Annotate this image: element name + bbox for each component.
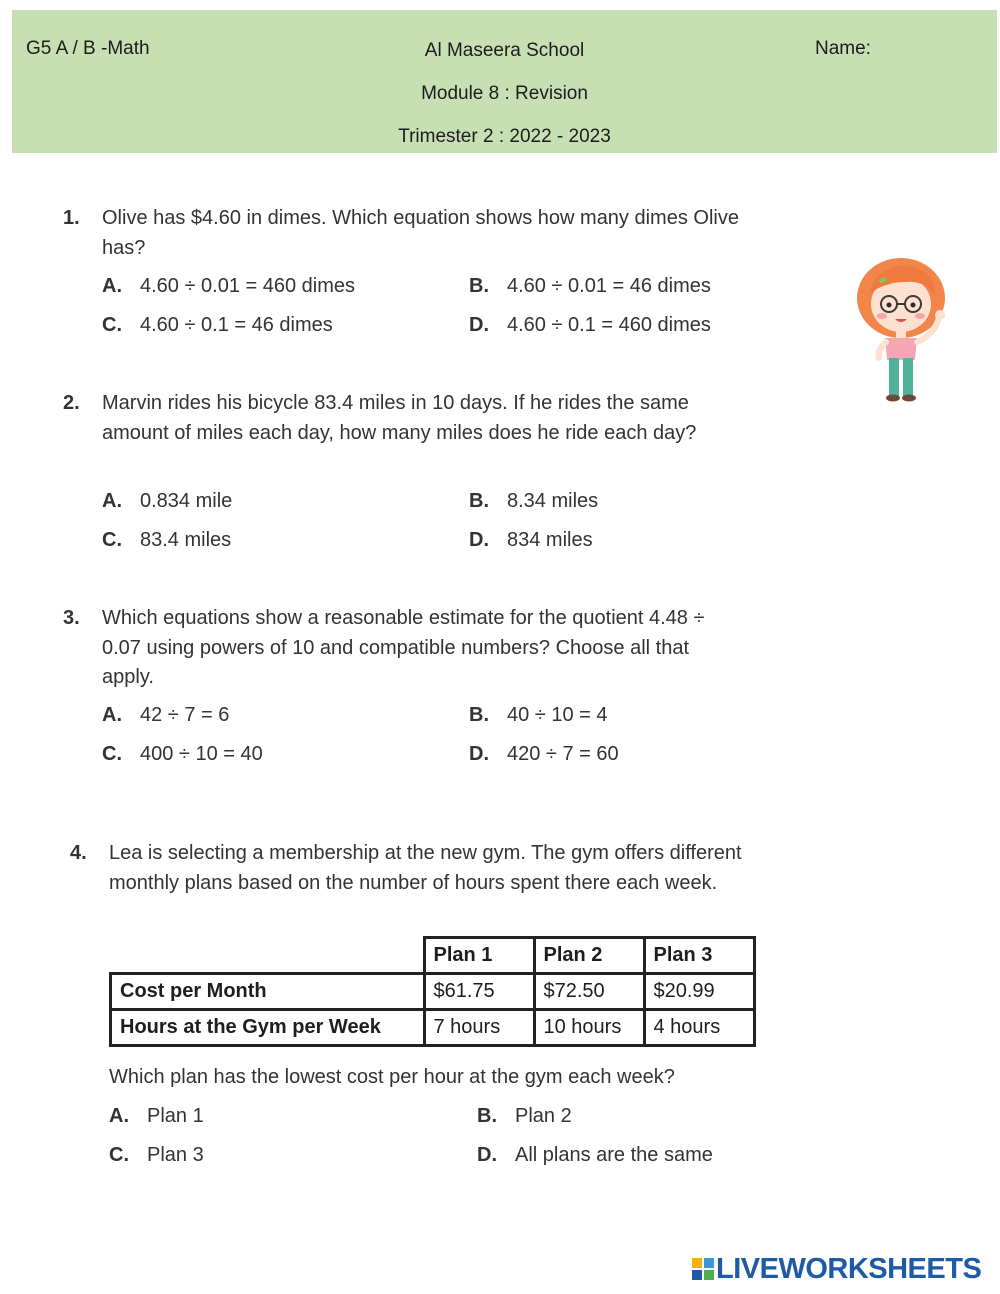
question-number: 2. bbox=[63, 392, 80, 414]
table-cell: 7 hours bbox=[424, 1010, 534, 1046]
question-1-option-c[interactable] bbox=[102, 314, 333, 337]
option-letter: B. bbox=[469, 704, 489, 726]
module-title: Module 8 : Revision bbox=[421, 83, 588, 104]
option-text: 4.60 ÷ 0.1 = 46 dimes bbox=[140, 314, 333, 336]
liveworksheets-logo-icon bbox=[692, 1258, 714, 1280]
question-1-option-d[interactable] bbox=[469, 314, 711, 337]
table-header-cell: Plan 2 bbox=[534, 938, 644, 974]
question-3-option-c[interactable] bbox=[102, 743, 263, 766]
table-cell: $61.75 bbox=[424, 974, 534, 1010]
question-2-option-d[interactable] bbox=[469, 529, 593, 552]
option-letter: C. bbox=[102, 314, 122, 336]
question-text: Which equations show a reasonable estimate for the quotient 4.48 ÷ 0.07 using powers of 10 and compatible numbers? Choose all that apply. bbox=[102, 607, 705, 688]
table-cell: 4 hours bbox=[644, 1010, 754, 1046]
option-letter: A. bbox=[109, 1105, 129, 1127]
question-2-option-a[interactable] bbox=[102, 490, 232, 513]
option-text: 8.34 miles bbox=[507, 490, 599, 512]
option-letter: A. bbox=[102, 490, 122, 512]
option-letter: A. bbox=[102, 704, 122, 726]
option-text: 400 ÷ 10 = 40 bbox=[140, 743, 263, 765]
table-cell: $20.99 bbox=[644, 974, 754, 1010]
option-text: 42 ÷ 7 = 6 bbox=[140, 704, 230, 726]
table-cell: 10 hours bbox=[534, 1010, 644, 1046]
worksheet-header bbox=[12, 10, 997, 153]
name-label: Name: bbox=[815, 38, 871, 59]
option-text: Plan 1 bbox=[147, 1105, 204, 1127]
question-text: Lea is selecting a membership at the new gym. The gym offers different monthly plans based on the number of hours spent there each week. bbox=[109, 842, 742, 894]
question-number: 3. bbox=[63, 607, 80, 629]
question-text: Marvin rides his bicycle 83.4 miles in 10 days. If he rides the same amount of miles each day, how many miles does he ride each day? bbox=[102, 392, 697, 444]
school-name: Al Maseera School bbox=[424, 40, 585, 61]
table-header-cell: Plan 3 bbox=[644, 938, 754, 974]
option-letter: B. bbox=[469, 490, 489, 512]
option-text: 834 miles bbox=[507, 529, 593, 551]
table-cell: $72.50 bbox=[534, 974, 644, 1010]
option-letter: D. bbox=[469, 529, 489, 551]
table-header-cell: Plan 1 bbox=[424, 938, 534, 974]
question-2-option-b[interactable] bbox=[469, 490, 598, 513]
question-3-option-b[interactable] bbox=[469, 704, 608, 727]
option-text: 420 ÷ 7 = 60 bbox=[507, 743, 619, 765]
option-text: 40 ÷ 10 = 4 bbox=[507, 704, 608, 726]
table-row-label: Cost per Month bbox=[111, 974, 425, 1010]
question-3-option-a[interactable] bbox=[102, 704, 229, 727]
question-4-followup: Which plan has the lowest cost per hour at the gym each week? bbox=[109, 1066, 675, 1088]
option-text: 83.4 miles bbox=[140, 529, 232, 551]
option-letter: C. bbox=[109, 1144, 129, 1166]
trimester-label: Trimester 2 : 2022 - 2023 bbox=[398, 126, 611, 147]
option-letter: B. bbox=[477, 1105, 497, 1127]
option-text: Plan 3 bbox=[147, 1144, 204, 1166]
table-header-row bbox=[111, 938, 755, 974]
question-number: 4. bbox=[70, 842, 87, 864]
option-text: 4.60 ÷ 0.01 = 460 dimes bbox=[140, 275, 356, 297]
question-3-option-d[interactable] bbox=[469, 743, 619, 766]
cartoon-girl-illustration bbox=[855, 258, 951, 403]
table-corner-cell bbox=[111, 938, 425, 974]
table-row-label: Hours at the Gym per Week bbox=[111, 1010, 425, 1046]
question-1-option-a[interactable] bbox=[102, 275, 355, 298]
option-letter: C. bbox=[102, 529, 122, 551]
question-4-option-a[interactable] bbox=[109, 1105, 204, 1128]
question-4-option-c[interactable] bbox=[109, 1144, 204, 1167]
question-number: 1. bbox=[63, 207, 80, 229]
option-text: 4.60 ÷ 0.01 = 46 dimes bbox=[507, 275, 711, 297]
question-4-option-d[interactable] bbox=[477, 1144, 713, 1167]
table-row bbox=[111, 1010, 755, 1046]
option-letter: D. bbox=[469, 314, 489, 336]
option-text: 4.60 ÷ 0.1 = 460 dimes bbox=[507, 314, 711, 336]
question-text: Olive has $4.60 in dimes. Which equation shows how many dimes Olive has? bbox=[102, 207, 739, 259]
option-letter: A. bbox=[102, 275, 122, 297]
question-4-option-b[interactable] bbox=[477, 1105, 572, 1128]
class-label: G5 A / B -Math bbox=[26, 38, 150, 59]
gym-plans-table bbox=[109, 936, 756, 1047]
option-text: Plan 2 bbox=[515, 1105, 572, 1127]
option-letter: C. bbox=[102, 743, 122, 765]
liveworksheets-wordmark: LIVEWORKSHEETS bbox=[716, 1253, 982, 1285]
option-letter: D. bbox=[469, 743, 489, 765]
option-text: All plans are the same bbox=[515, 1144, 713, 1166]
question-2-option-c[interactable] bbox=[102, 529, 231, 552]
question-1-option-b[interactable] bbox=[469, 275, 711, 298]
option-letter: D. bbox=[477, 1144, 497, 1166]
option-letter: B. bbox=[469, 275, 489, 297]
table-row bbox=[111, 974, 755, 1010]
option-text: 0.834 mile bbox=[140, 490, 233, 512]
